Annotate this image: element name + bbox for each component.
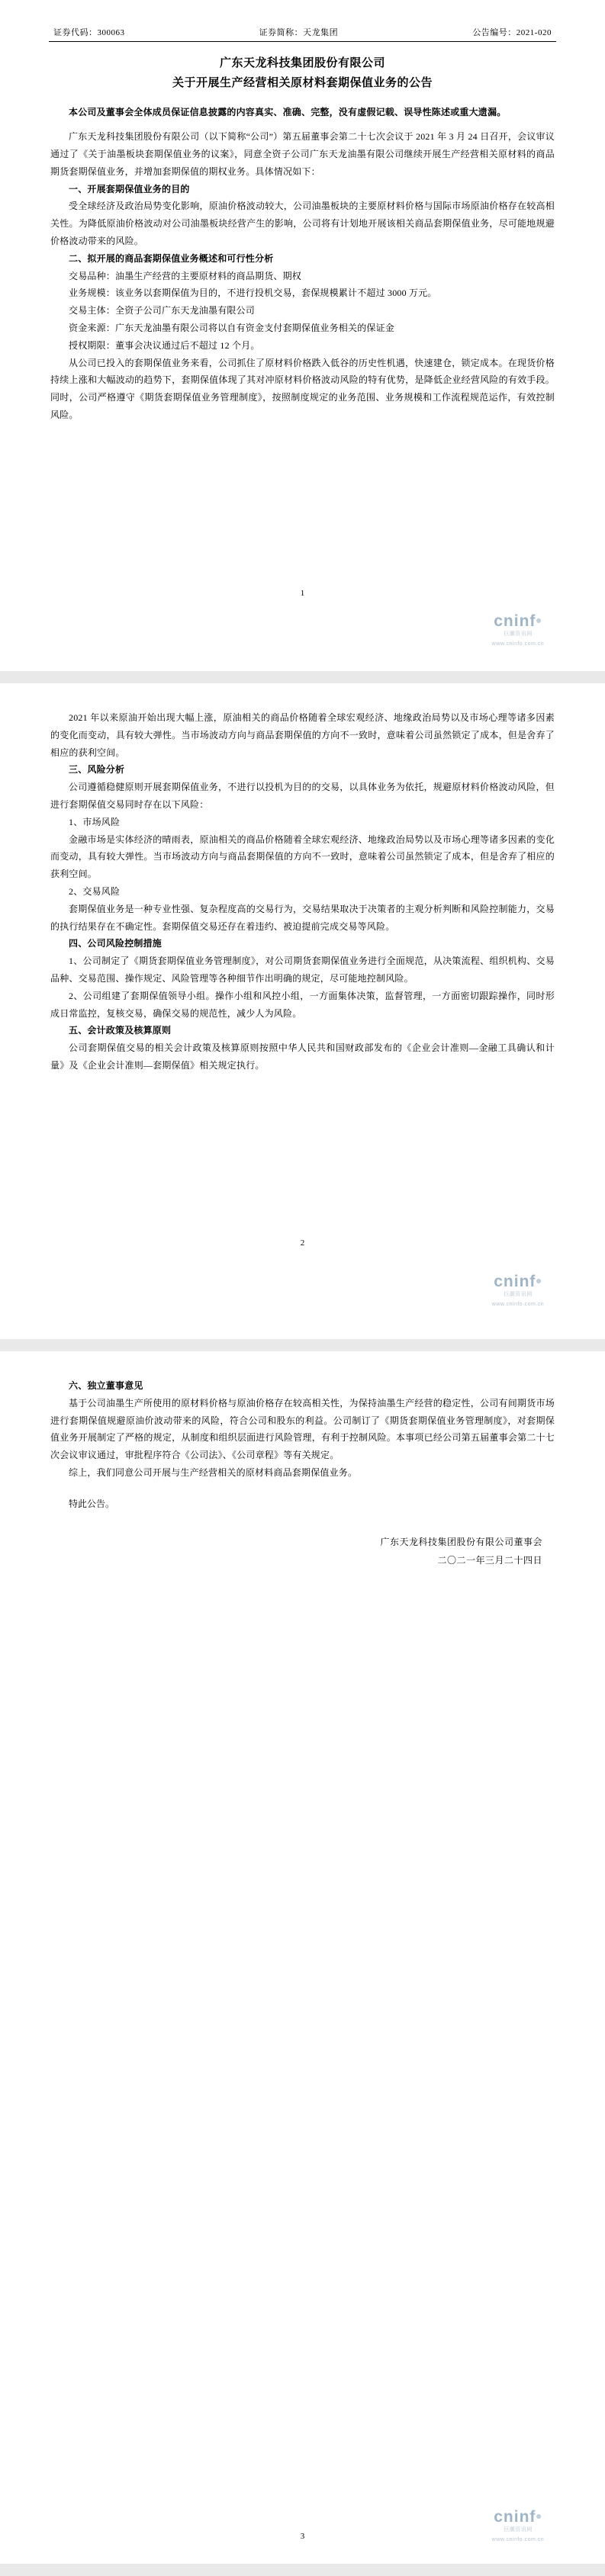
security-code: 证券代码：300063	[53, 28, 125, 37]
section-3-item-1: 1、市场风险	[69, 816, 121, 827]
section-heading-6: 六、独立董事意见	[69, 1380, 143, 1391]
section-6-paragraph-1: 基于公司油墨生产所使用的原材料价格与原油价格存在较高相关性，为保持油墨生产经营的稳定性，公司有间期货市场进行套期保值规避原油价波动带来的风险，符合公司和股东的利益。公司制订了《期货套期保值业务管理制度》，对套期保值业务开展制定了严格的规定，从制度和组织层面进行风险管理，有利于控制风险。本事项已经公司第五届董事会第二十七次会议审议通过，审批程序符合《公司法》、《公司章程》等有关规定。	[50, 1397, 555, 1461]
section-heading-3: 三、风险分析	[69, 764, 125, 776]
watermark-subtitle-cn: 巨潮资讯网	[504, 2527, 533, 2533]
section-2-paragraph-6: 从公司已投入的套期保值业务来看，公司抓住了原材料价格跌入低谷的历史性机遇，快速建仓，锁定成本。在现货价格持续上涨和大幅波动的趋势下，套期保值体现了其对冲原材料价格波动风险的特有优势，是降低企业经营风险的有效手段。同时，公司严格遵守《期货套期保值业务管理制度》，按照制度规定的业务范围、业务规模和工作流程规范运作，有效控制风险。	[50, 357, 555, 420]
section-1-paragraph-1: 受全球经济及政治局势变化影响，原油价格波动较大，公司油墨板块的主要原材料价格与国际市场原油价格存在较高相关性。为降低原油价格波动对公司油墨板块经营产生的影响，公司将有计划地开展该相关商品套期保值业务，尽可能地规避价格波动带来的风险。	[50, 201, 555, 246]
security-name: 证券简称：天龙集团	[259, 28, 339, 37]
watermark-3	[472, 2509, 564, 2544]
watermark-subtitle-url: www.cninfo.com.cn	[491, 641, 545, 647]
cninfo-logo: cninf•	[494, 612, 542, 630]
section-heading-1: 一、开展套期保值业务的目的	[69, 183, 190, 194]
header-divider	[49, 41, 556, 42]
document-page-2	[0, 683, 605, 1339]
watermark-subtitle-cn: 巨潮资讯网	[504, 631, 533, 637]
disclaimer-statement: 本公司及董事会全体成员保证信息披露的内容真实、准确、完整，没有虚假记载、误导性陈述或重大遗漏。	[69, 107, 507, 117]
page-number-3: 3	[300, 2532, 305, 2541]
signature-company: 广东天龙科技集团股份有限公司董事会	[380, 1536, 542, 1547]
watermark-2	[472, 1274, 564, 1309]
section-4-item-2: 2、公司组建了套期保值领导小组。操作小组和风控小组，一方面集体决策，监督管理，一方面密切跟踪操作，同时形成日常监控，复核交易，确保交易的规范性，减少人为风险。	[50, 990, 555, 1019]
cninfo-logo: cninf•	[494, 2508, 542, 2526]
page-title	[49, 54, 556, 93]
section-2-paragraph-3: 交易主体：全资子公司广东天龙油墨有限公司	[69, 305, 256, 316]
watermark-subtitle-url: www.cninfo.com.cn	[491, 2536, 545, 2542]
document-page-3	[0, 1351, 605, 2564]
watermark-subtitle-url: www.cninfo.com.cn	[491, 1301, 545, 1307]
signature-date: 二〇二一年三月二十四日	[437, 1554, 542, 1566]
section-2-paragraph-5: 授权期限：董事会决议通过后不超过 12 个月。	[69, 339, 260, 351]
page-number-2: 2	[300, 1238, 305, 1248]
section-3-item-2: 2、交易风险	[69, 885, 121, 897]
section-6-paragraph-2: 综上，我们同意公司开展与生产经营相关的原材料商品套期保值业务。	[69, 1466, 358, 1478]
section-4-item-1: 1、公司制定了《期货套期保值业务管理制度》，对公司期货套期保值业务进行全面规范，从决策流程、组织机构、交易品种、交易范围、操作规定、风险管理等各种细节作出明确的规定，尽可能地控制风险。	[50, 956, 555, 984]
title-line-2: 关于开展生产经营相关原材料套期保值业务的公告	[172, 76, 433, 89]
section-2-paragraph-1: 交易品种：油墨生产经营的主要原材料的商品期货、期权	[69, 270, 302, 281]
section-5-paragraph-1: 公司套期保值交易的相关会计政策及核算原则按照中华人民共和国财政部发布的《企业会计准则—金融工具确认和计量》及《企业会计准则—套期保值》相关规定执行。	[50, 1042, 555, 1071]
section-3-paragraph-1: 公司遵循稳健原则开展套期保值业务，不进行以投机为目的的交易，以具体业务为依托，规避原材料价格波动风险，但进行套期保值交易同时存在以下风险：	[50, 782, 555, 810]
watermark-1	[472, 613, 564, 648]
section-2-paragraph-4: 资金来源：广东天龙油墨有限公司将以自有资金支付套期保值业务相关的保证金	[69, 322, 395, 333]
section-heading-5: 五、会计政策及核算原则	[69, 1025, 172, 1036]
section-3-item-1-text: 金融市场是实体经济的晴雨表，原油相关的商品价格随着全球宏观经济、地缘政治局势以及市场心理等诸多因素的变化而变动，具有较大弹性。当市场波动方向与商品套期保值的方向不一致时，意味着公司虽然锁定了成本，但是舍弃了相应的获利空间。	[50, 834, 555, 880]
watermark-subtitle-cn: 巨潮资讯网	[504, 1292, 533, 1297]
section-heading-2: 二、拟开展的商品套期保值业务概述和可行性分析	[69, 252, 274, 264]
section-heading-4: 四、公司风险控制措施	[69, 938, 163, 949]
section-2-paragraph-7: 2021 年以来原油开始出现大幅上涨，原油相关的商品价格随着全球宏观经济、地缘政治局势以及市场心理等诸多因素的变化而变动，具有较大弹性。当市场波动方向与商品套期保值的方向不一致时，意味着公司虽然锁定了成本，但是舍弃了相应的获利空间。	[50, 712, 555, 758]
section-2-paragraph-2: 业务规模：该业务以套期保值为目的，不进行投机交易，套保规模累计不超过 3000 万元。	[69, 287, 437, 299]
section-3-item-2-text: 套期保值业务是一种专业性强、复杂程度高的交易行为，交易结果取决于决策者的主观分析判断和风险控制能力，交易的执行结果存在不确定性。套期保值交易还存在着违约、被迫提前完成交易等风险。	[50, 903, 555, 932]
intro-paragraph: 广东天龙科技集团股份有限公司（以下简称“公司”）第五届董事会第二十七次会议于 2021 年 3 月 24 日召开，会议审议通过了《关于油墨板块套期保值业务的议案》，同意全资子公司广东天龙油墨有限公司继续开展生产经营相关原材料的商品期货套期保值业务，并增加套期保值的期权业务。具体情况如下：	[50, 131, 555, 177]
document-page-1	[0, 0, 605, 671]
document-header	[49, 26, 556, 38]
notice-end: 特此公告。	[69, 1498, 115, 1509]
title-line-1: 广东天龙科技集团股份有限公司	[219, 57, 385, 69]
announcement-number: 公告编号：2021-020	[472, 28, 552, 37]
cninfo-logo: cninf•	[494, 1273, 542, 1290]
signature-block	[49, 1533, 556, 1569]
page-number-1: 1	[300, 589, 305, 598]
